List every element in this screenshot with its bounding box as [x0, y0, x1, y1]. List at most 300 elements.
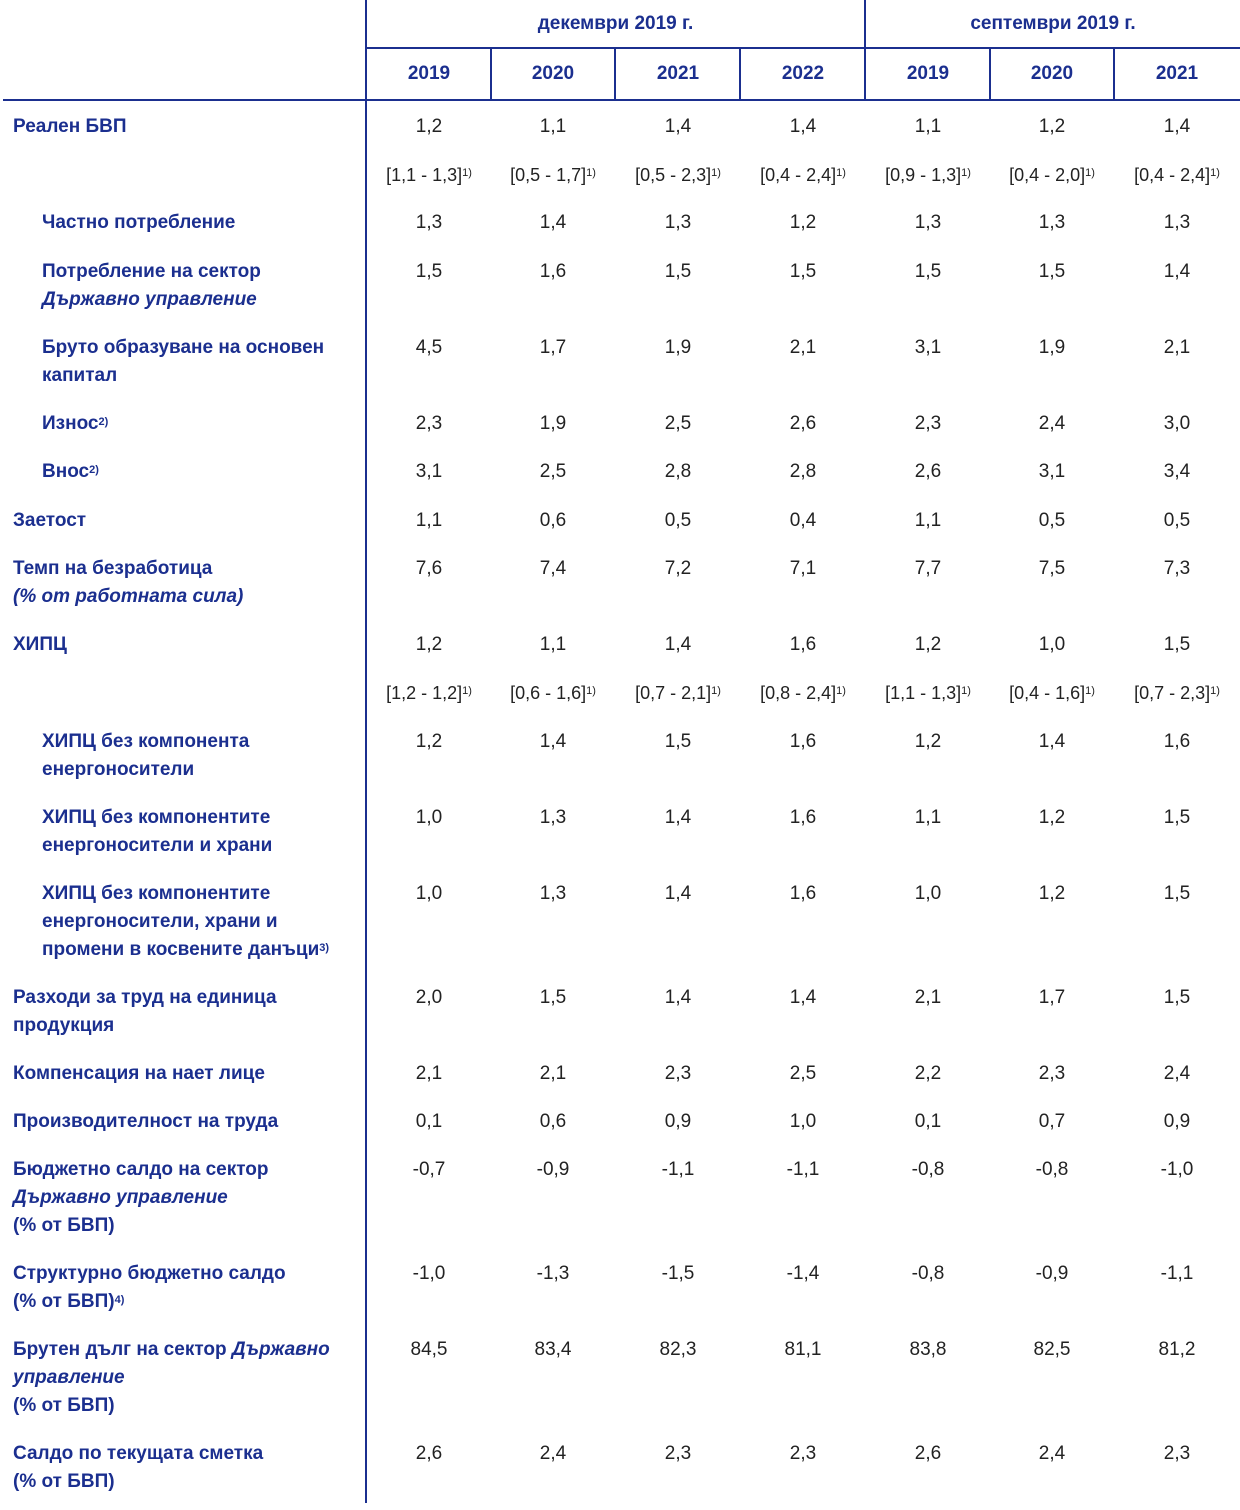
cell-value: [0,4 - 2,4] [760, 165, 837, 185]
value-cell [491, 258, 615, 286]
cell-value: 2,6 [914, 1443, 942, 1464]
row-label [13, 1156, 363, 1240]
cell-value: 1,3 [1163, 212, 1191, 233]
cell-value: 2,1 [415, 1063, 443, 1084]
range-cell [367, 679, 491, 707]
row-label-text: ХИПЦ без компонентите енергоносители, храни и промени в косвените данъци [42, 883, 320, 960]
value-cell [367, 804, 491, 832]
value-cell [741, 984, 865, 1012]
value-cell [367, 1156, 491, 1184]
value-cell [1115, 1336, 1239, 1364]
row-label [42, 728, 362, 784]
range-cell [1115, 679, 1239, 707]
row-label [13, 1260, 363, 1316]
value-cell [367, 631, 491, 659]
cell-value: 82,3 [659, 1339, 697, 1360]
header-group-december: декември 2019 г. [537, 12, 694, 34]
cell-value: 1,4 [664, 987, 692, 1008]
cell-value: 1,9 [1038, 337, 1066, 358]
value-cell [866, 1260, 990, 1288]
row-label-text: Производителност на труда [13, 1111, 279, 1132]
footnote-marker: 1) [711, 167, 721, 179]
value-cell [616, 1260, 740, 1288]
cell-value: 1,2 [914, 731, 942, 752]
row-label-text: Заетост [13, 510, 87, 531]
value-cell [367, 1260, 491, 1288]
value-cell [741, 728, 865, 756]
value-cell [741, 1440, 865, 1468]
cell-value: 0,6 [539, 510, 567, 531]
cell-value: 0,5 [1163, 510, 1191, 531]
value-cell [491, 1336, 615, 1364]
cell-value: 0,4 [789, 510, 817, 531]
cell-value: -1,1 [661, 1159, 695, 1180]
year-header: 2022 [781, 63, 825, 84]
value-cell [990, 1440, 1114, 1468]
value-cell [1115, 1440, 1239, 1468]
value-cell [1115, 984, 1239, 1012]
row-label-unit: (% от БВП) [13, 1471, 115, 1492]
cell-value: 2,1 [539, 1063, 567, 1084]
value-cell [741, 334, 865, 362]
header-group-september: септември 2019 г. [970, 12, 1136, 34]
value-cell [1115, 507, 1239, 535]
cell-value: 2,4 [539, 1443, 567, 1464]
row-label-text: ХИПЦ [13, 634, 67, 655]
cell-value: 1,6 [789, 883, 817, 904]
range-cell [367, 161, 491, 189]
cell-value: 0,1 [914, 1111, 942, 1132]
cell-value: 3,1 [1038, 461, 1066, 482]
value-cell [741, 113, 865, 141]
value-cell [741, 507, 865, 535]
cell-value: 0,9 [664, 1111, 692, 1132]
value-cell [491, 728, 615, 756]
value-cell [990, 1260, 1114, 1288]
row-label-italic: (% от работната сила) [13, 586, 244, 607]
cell-value: 1,9 [664, 337, 692, 358]
row-label [42, 880, 362, 964]
value-cell [616, 209, 740, 237]
cell-value: 1,4 [1163, 116, 1191, 137]
range-cell [990, 679, 1114, 707]
value-cell [616, 984, 740, 1012]
cell-value: 2,3 [1038, 1063, 1066, 1084]
cell-value: 2,5 [664, 413, 692, 434]
row-label [13, 1108, 363, 1136]
cell-value: [0,7 - 2,3] [1134, 683, 1211, 703]
cell-value: 0,6 [539, 1111, 567, 1132]
footnote-marker: 1) [961, 167, 971, 179]
value-cell [491, 631, 615, 659]
footnote-marker: 1) [836, 685, 846, 697]
value-cell [741, 555, 865, 583]
cell-value: 0,9 [1163, 1111, 1191, 1132]
value-cell [616, 804, 740, 832]
year-header: 2020 [531, 63, 575, 84]
row-label [13, 555, 363, 611]
cell-value: 7,5 [1038, 558, 1066, 579]
cell-value: 2,4 [1038, 1443, 1066, 1464]
cell-value: 83,8 [909, 1339, 947, 1360]
value-cell [491, 1260, 615, 1288]
cell-value: 1,7 [539, 337, 567, 358]
cell-value: 1,0 [415, 807, 443, 828]
cell-value: 1,3 [539, 883, 567, 904]
cell-value: 0,5 [1038, 510, 1066, 531]
row-label-text: Бруто образуване на основен капитал [42, 337, 325, 386]
row-label [42, 804, 362, 860]
value-cell [367, 984, 491, 1012]
value-cell [866, 209, 990, 237]
row-label [13, 1060, 363, 1088]
value-cell [367, 1336, 491, 1364]
value-cell [741, 1108, 865, 1136]
value-cell [491, 1440, 615, 1468]
row-label-italic: Държавно управление [13, 1187, 228, 1208]
value-cell [616, 458, 740, 486]
row-label-text: Частно потребление [42, 212, 236, 233]
header-group-underline [367, 47, 1240, 49]
value-cell [367, 410, 491, 438]
cell-value: [1,2 - 1,2] [386, 683, 463, 703]
cell-value: 2,4 [1038, 413, 1066, 434]
row-label-unit: (% от БВП) [13, 1291, 115, 1312]
value-cell [741, 209, 865, 237]
cell-value: 1,6 [789, 731, 817, 752]
value-cell [990, 631, 1114, 659]
value-cell [866, 631, 990, 659]
cell-value: -0,8 [911, 1263, 945, 1284]
value-cell [741, 631, 865, 659]
year-header: 2019 [407, 63, 451, 84]
cell-value: 2,6 [789, 413, 817, 434]
cell-value: 1,1 [539, 116, 567, 137]
value-cell [367, 507, 491, 535]
row-label [42, 209, 362, 237]
cell-value: 3,1 [415, 461, 443, 482]
cell-value: 2,8 [664, 461, 692, 482]
row-label-italic: Държавно управление [42, 289, 257, 310]
value-cell [990, 1108, 1114, 1136]
header-bottom-rule [3, 99, 1240, 101]
value-cell [741, 1156, 865, 1184]
value-cell [866, 880, 990, 908]
value-cell [367, 880, 491, 908]
cell-value: 1,5 [664, 261, 692, 282]
cell-value: 2,4 [1163, 1063, 1191, 1084]
year-header: 2021 [1155, 63, 1199, 84]
value-cell [990, 984, 1114, 1012]
range-cell [1115, 161, 1239, 189]
value-cell [741, 1336, 865, 1364]
range-cell [866, 679, 990, 707]
cell-value: 3,1 [914, 337, 942, 358]
cell-value: 1,2 [789, 212, 817, 233]
cell-value: 1,2 [415, 116, 443, 137]
value-cell [367, 258, 491, 286]
value-cell [1115, 209, 1239, 237]
value-cell [866, 1108, 990, 1136]
row-label-text: Бюджетно салдо на сектор [13, 1159, 269, 1180]
cell-value: -1,0 [412, 1263, 446, 1284]
cell-value: 7,3 [1163, 558, 1191, 579]
value-cell [866, 334, 990, 362]
value-cell [491, 1108, 615, 1136]
cell-value: 1,6 [789, 634, 817, 655]
value-cell [990, 1156, 1114, 1184]
value-cell [1115, 113, 1239, 141]
range-cell [491, 679, 615, 707]
footnote-marker: 1) [586, 167, 596, 179]
value-cell [491, 334, 615, 362]
value-cell [616, 1156, 740, 1184]
value-cell [491, 1156, 615, 1184]
cell-value: 1,5 [664, 731, 692, 752]
cell-value: [0,4 - 2,4] [1134, 165, 1211, 185]
row-label-text: Внос [42, 461, 90, 482]
value-cell [491, 209, 615, 237]
cell-value: 2,1 [1163, 337, 1191, 358]
cell-value: -0,9 [1035, 1263, 1069, 1284]
cell-value: 7,2 [664, 558, 692, 579]
cell-value: 2,5 [789, 1063, 817, 1084]
value-cell [866, 1156, 990, 1184]
cell-value: 1,1 [914, 807, 942, 828]
value-cell [491, 507, 615, 535]
cell-value: 2,5 [539, 461, 567, 482]
value-cell [866, 1336, 990, 1364]
cell-value: 1,2 [1038, 116, 1066, 137]
footnote-marker: 1) [961, 685, 971, 697]
cell-value: 1,4 [539, 212, 567, 233]
value-cell [1115, 458, 1239, 486]
value-cell [491, 984, 615, 1012]
row-label-unit: (% от БВП) [13, 1395, 115, 1416]
footnote-marker: 1) [711, 685, 721, 697]
cell-value: 2,2 [914, 1063, 942, 1084]
range-cell [741, 679, 865, 707]
cell-value: 1,5 [914, 261, 942, 282]
cell-value: [0,9 - 1,3] [885, 165, 962, 185]
row-label [13, 631, 363, 659]
cell-value: 0,1 [415, 1111, 443, 1132]
value-cell [990, 880, 1114, 908]
footnote-marker: 4) [114, 1294, 125, 1306]
row-label [13, 1336, 363, 1420]
cell-value: 7,4 [539, 558, 567, 579]
value-cell [1115, 1108, 1239, 1136]
footnote-marker: 1) [1085, 167, 1095, 179]
footnote-marker: 1) [586, 685, 596, 697]
value-cell [741, 458, 865, 486]
cell-value: [0,5 - 1,7] [510, 165, 587, 185]
cell-value: 1,3 [415, 212, 443, 233]
value-cell [1115, 1060, 1239, 1088]
cell-value: 1,4 [664, 116, 692, 137]
cell-value: 1,6 [1163, 731, 1191, 752]
cell-value: -1,0 [1160, 1159, 1194, 1180]
cell-value: 2,8 [789, 461, 817, 482]
cell-value: 1,2 [1038, 883, 1066, 904]
cell-value: 1,4 [789, 116, 817, 137]
cell-value: 1,3 [914, 212, 942, 233]
cell-value: 1,2 [1038, 807, 1066, 828]
value-cell [866, 1440, 990, 1468]
cell-value: 1,3 [1038, 212, 1066, 233]
range-cell [616, 161, 740, 189]
value-cell [491, 880, 615, 908]
value-cell [1115, 410, 1239, 438]
row-label-text: Салдо по текущата сметка [13, 1443, 264, 1464]
cell-value: 1,5 [1163, 634, 1191, 655]
cell-value: -0,9 [536, 1159, 570, 1180]
cell-value: 1,9 [539, 413, 567, 434]
value-cell [1115, 631, 1239, 659]
footnote-marker: 1) [836, 167, 846, 179]
value-cell [990, 1060, 1114, 1088]
value-cell [1115, 334, 1239, 362]
cell-value: 4,5 [415, 337, 443, 358]
value-cell [367, 1108, 491, 1136]
cell-value: 2,3 [664, 1443, 692, 1464]
value-cell [367, 1440, 491, 1468]
value-cell [616, 1336, 740, 1364]
value-cell [367, 113, 491, 141]
value-cell [866, 984, 990, 1012]
value-cell [741, 804, 865, 832]
value-cell [990, 258, 1114, 286]
value-cell [741, 1060, 865, 1088]
cell-value: 1,2 [914, 634, 942, 655]
cell-value: -1,3 [536, 1263, 570, 1284]
cell-value: 84,5 [410, 1339, 448, 1360]
cell-value: 2,1 [789, 337, 817, 358]
cell-value: 1,3 [539, 807, 567, 828]
value-cell [616, 880, 740, 908]
cell-value: -1,1 [1160, 1263, 1194, 1284]
row-label-text: Реален БВП [13, 116, 127, 137]
cell-value: 2,3 [1163, 1443, 1191, 1464]
value-cell [990, 555, 1114, 583]
cell-value: 1,4 [1163, 261, 1191, 282]
row-label-text: Потребление на сектор [42, 261, 261, 282]
cell-value: 1,2 [415, 731, 443, 752]
row-label-text: Разходи за труд на единица продукция [13, 987, 277, 1036]
row-label [42, 258, 362, 314]
cell-value: 2,0 [415, 987, 443, 1008]
footnote-marker: 2) [98, 416, 109, 428]
cell-value: 1,1 [415, 510, 443, 531]
footnote-marker: 3) [319, 942, 330, 954]
range-cell [616, 679, 740, 707]
value-cell [616, 258, 740, 286]
value-cell [866, 555, 990, 583]
cell-value: 2,6 [914, 461, 942, 482]
value-cell [1115, 880, 1239, 908]
cell-value: -0,7 [412, 1159, 446, 1180]
cell-value: 1,5 [1163, 987, 1191, 1008]
footnote-marker: 1) [462, 167, 472, 179]
value-cell [616, 1108, 740, 1136]
value-cell [367, 209, 491, 237]
cell-value: 1,5 [539, 987, 567, 1008]
cell-value: 1,5 [789, 261, 817, 282]
cell-value: 1,4 [664, 807, 692, 828]
cell-value: 2,3 [914, 413, 942, 434]
value-cell [367, 728, 491, 756]
value-cell [491, 555, 615, 583]
value-cell [741, 1260, 865, 1288]
value-cell [866, 258, 990, 286]
value-cell [491, 1060, 615, 1088]
row-label [13, 113, 363, 141]
row-label-text: Темп на безработица [13, 558, 213, 579]
cell-value: 1,6 [539, 261, 567, 282]
value-cell [990, 728, 1114, 756]
cell-value: 81,1 [784, 1339, 822, 1360]
range-cell [491, 161, 615, 189]
cell-value: 1,4 [664, 883, 692, 904]
value-cell [616, 113, 740, 141]
value-cell [1115, 555, 1239, 583]
value-cell [990, 410, 1114, 438]
row-label-text: ХИПЦ без компонентите енергоносители и храни [42, 807, 273, 856]
row-label-unit: (% от БВП) [13, 1215, 115, 1236]
cell-value: 3,4 [1163, 461, 1191, 482]
value-cell [990, 507, 1114, 535]
value-cell [367, 334, 491, 362]
cell-value: 3,0 [1163, 413, 1191, 434]
row-label-italic: Държавно управление [13, 1339, 330, 1388]
cell-value: -1,5 [661, 1263, 695, 1284]
cell-value: 1,0 [415, 883, 443, 904]
value-cell [616, 334, 740, 362]
cell-value: 83,4 [534, 1339, 572, 1360]
value-cell [1115, 804, 1239, 832]
value-cell [367, 1060, 491, 1088]
cell-value: 1,5 [1163, 807, 1191, 828]
year-header: 2019 [906, 63, 950, 84]
cell-value: 82,5 [1033, 1339, 1071, 1360]
range-cell [866, 161, 990, 189]
footnote-marker: 1) [1085, 685, 1095, 697]
value-cell [616, 555, 740, 583]
cell-value: [0,5 - 2,3] [635, 165, 712, 185]
row-label [42, 410, 362, 438]
value-cell [491, 410, 615, 438]
row-label [13, 984, 363, 1040]
cell-value: -0,8 [911, 1159, 945, 1180]
value-cell [866, 410, 990, 438]
value-cell [990, 458, 1114, 486]
cell-value: 1,4 [539, 731, 567, 752]
year-header: 2021 [656, 63, 700, 84]
value-cell [1115, 1156, 1239, 1184]
row-label [13, 1440, 363, 1496]
cell-value: 1,0 [1038, 634, 1066, 655]
row-label-text: Структурно бюджетно салдо [13, 1263, 286, 1284]
cell-value: 1,5 [1163, 883, 1191, 904]
cell-value: [0,6 - 1,6] [510, 683, 587, 703]
value-cell [990, 1336, 1114, 1364]
value-cell [367, 555, 491, 583]
cell-value: -1,4 [786, 1263, 820, 1284]
value-cell [866, 458, 990, 486]
cell-value: [1,1 - 1,3] [386, 165, 463, 185]
value-cell [491, 458, 615, 486]
cell-value: 0,7 [1038, 1111, 1066, 1132]
